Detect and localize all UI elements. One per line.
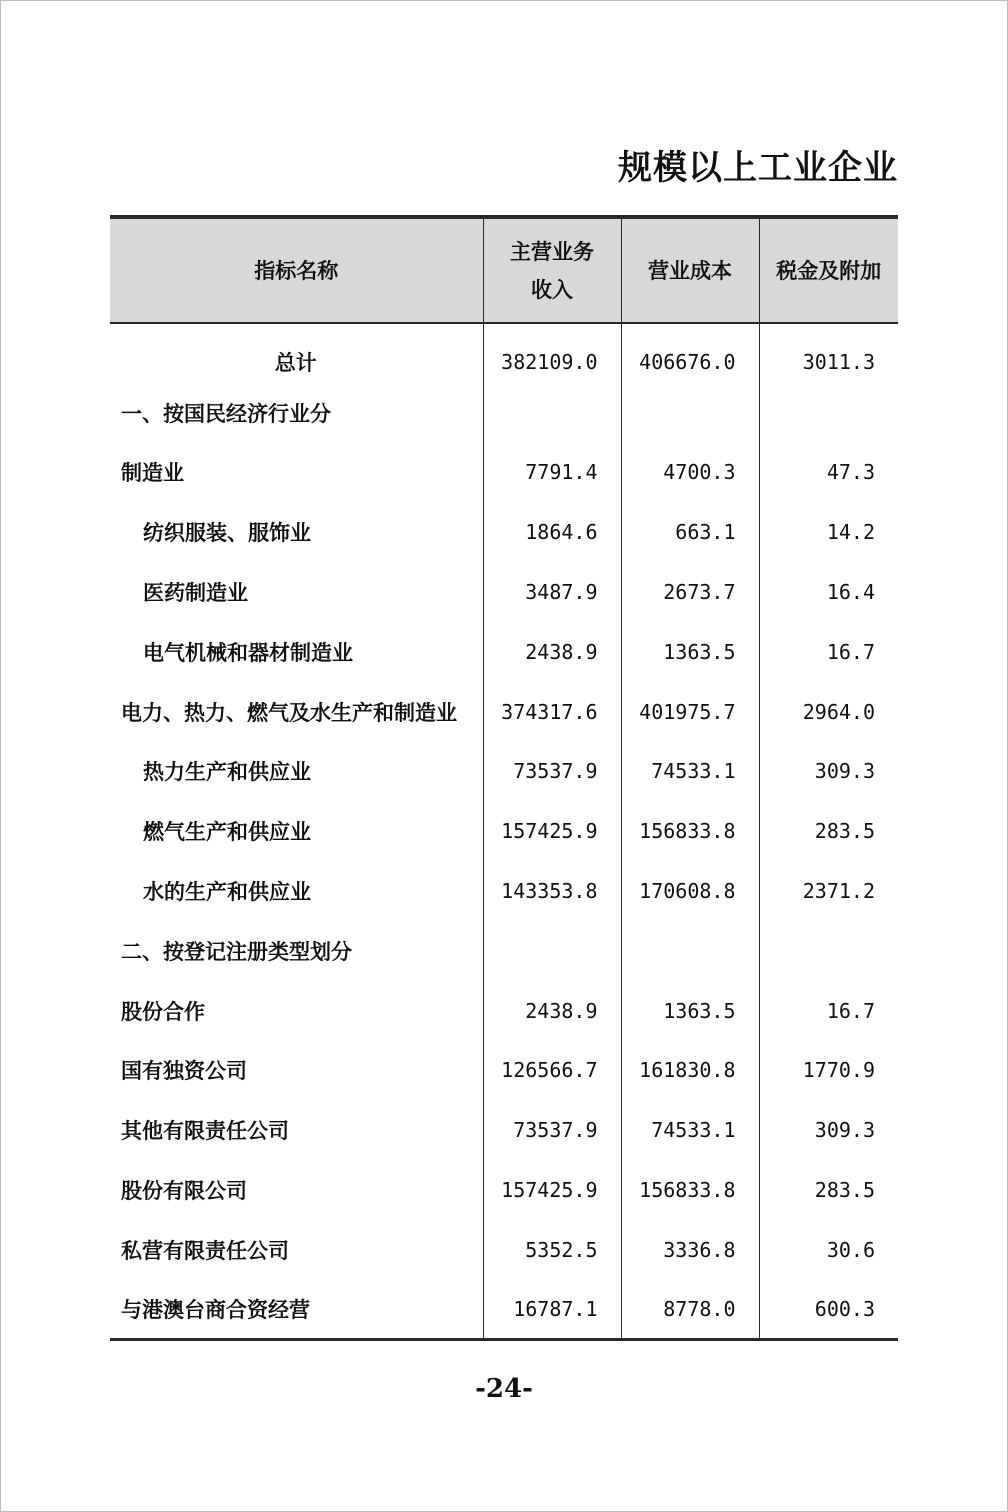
table-row: [110, 1220, 898, 1280]
row-name: 医药制造业: [143, 580, 248, 606]
row-name: 电力、热力、燃气及水生产和制造业: [121, 699, 457, 725]
row-name: 股份有限公司: [121, 1178, 247, 1204]
row-name: 热力生产和供应业: [143, 759, 311, 785]
section-heading: 一、按国民经济行业分: [121, 400, 331, 426]
header-main-revenue: [483, 217, 621, 323]
header-main-revenue-line1: 主营业务: [510, 238, 594, 264]
row-cost: 156833.8: [621, 1160, 759, 1220]
row-tax: 1770.9: [759, 1041, 898, 1101]
row-cost: 2673.7: [621, 562, 759, 622]
row-tax: [759, 383, 898, 443]
table-header-row: [110, 217, 898, 323]
table-row-section: [110, 383, 898, 443]
table-row: [110, 742, 898, 802]
row-tax: 47.3: [759, 443, 898, 503]
row-revenue: 2438.9: [483, 622, 621, 682]
row-revenue: 16787.1: [483, 1280, 621, 1340]
row-name: 与港澳台商合资经营: [110, 1280, 483, 1340]
header-tax-surcharge: 税金及附加: [759, 217, 898, 323]
row-revenue: 382109.0: [483, 323, 621, 383]
row-name: 纺织服装、服饰业: [143, 520, 311, 546]
row-revenue: 73537.9: [483, 742, 621, 802]
row-name: 私营有限责任公司: [121, 1237, 289, 1263]
table-row: [110, 443, 898, 503]
page-title: 规模以上工业企业: [618, 148, 898, 188]
row-revenue: 7791.4: [483, 443, 621, 503]
row-cost: 170608.8: [621, 861, 759, 921]
row-revenue: 3487.9: [483, 562, 621, 622]
row-tax: 2964.0: [759, 682, 898, 742]
row-name: 水的生产和供应业: [143, 879, 311, 905]
table-row: [110, 502, 898, 562]
row-name: 电气机械和器材制造业: [143, 639, 353, 665]
header-operating-cost: 营业成本: [621, 217, 759, 323]
row-name: 其他有限责任公司: [121, 1118, 289, 1144]
row-revenue: 1864.6: [483, 502, 621, 562]
table-row: [110, 682, 898, 742]
table-row: [110, 562, 898, 622]
row-cost: [621, 383, 759, 443]
section-heading: 二、按登记注册类型划分: [121, 938, 352, 964]
row-tax: 16.4: [759, 562, 898, 622]
table-row: [110, 1280, 898, 1340]
row-revenue: 374317.6: [483, 682, 621, 742]
row-cost: 8778.0: [621, 1280, 759, 1340]
table-row: [110, 622, 898, 682]
row-revenue: 157425.9: [483, 1160, 621, 1220]
table-row-section: [110, 921, 898, 981]
row-cost: 406676.0: [621, 323, 759, 383]
row-tax: 16.7: [759, 981, 898, 1041]
row-tax: 3011.3: [759, 323, 898, 383]
row-tax: 283.5: [759, 801, 898, 861]
table-row: [110, 801, 898, 861]
row-name: 燃气生产和供应业: [143, 819, 311, 845]
row-cost: 1363.5: [621, 981, 759, 1041]
row-cost: 156833.8: [621, 801, 759, 861]
row-revenue: 2438.9: [483, 981, 621, 1041]
page-number: -24-: [475, 1374, 533, 1404]
table-row-total: [110, 323, 898, 383]
row-revenue: 126566.7: [483, 1041, 621, 1101]
row-revenue: [483, 921, 621, 981]
header-indicator-name: 指标名称: [110, 217, 483, 323]
header-main-revenue-line2: 收入: [531, 276, 573, 302]
table-row: [110, 861, 898, 921]
row-revenue: 73537.9: [483, 1100, 621, 1160]
row-tax: [759, 921, 898, 981]
row-cost: 3336.8: [621, 1220, 759, 1280]
row-tax: 309.3: [759, 1100, 898, 1160]
row-cost: 74533.1: [621, 1100, 759, 1160]
table-row: [110, 1100, 898, 1160]
statistics-table: [110, 215, 898, 1341]
row-name: 国有独资公司: [121, 1058, 247, 1084]
row-revenue: 157425.9: [483, 801, 621, 861]
table-row: [110, 1041, 898, 1101]
row-tax: 14.2: [759, 502, 898, 562]
row-tax: 283.5: [759, 1160, 898, 1220]
table-row: [110, 981, 898, 1041]
row-cost: 663.1: [621, 502, 759, 562]
row-cost: [621, 921, 759, 981]
row-cost: 161830.8: [621, 1041, 759, 1101]
row-name: 制造业: [121, 460, 184, 486]
row-name: 股份合作: [121, 998, 205, 1024]
row-revenue: [483, 383, 621, 443]
row-cost: 1363.5: [621, 622, 759, 682]
row-revenue: 5352.5: [483, 1220, 621, 1280]
row-revenue: 143353.8: [483, 861, 621, 921]
row-tax: 16.7: [759, 622, 898, 682]
row-cost: 401975.7: [621, 682, 759, 742]
row-tax: 30.6: [759, 1220, 898, 1280]
row-tax: 309.3: [759, 742, 898, 802]
row-tax: 2371.2: [759, 861, 898, 921]
row-tax: 600.3: [759, 1280, 898, 1340]
row-cost: 4700.3: [621, 443, 759, 503]
table-row: [110, 1160, 898, 1220]
row-name: 总计: [274, 349, 317, 375]
row-cost: 74533.1: [621, 742, 759, 802]
